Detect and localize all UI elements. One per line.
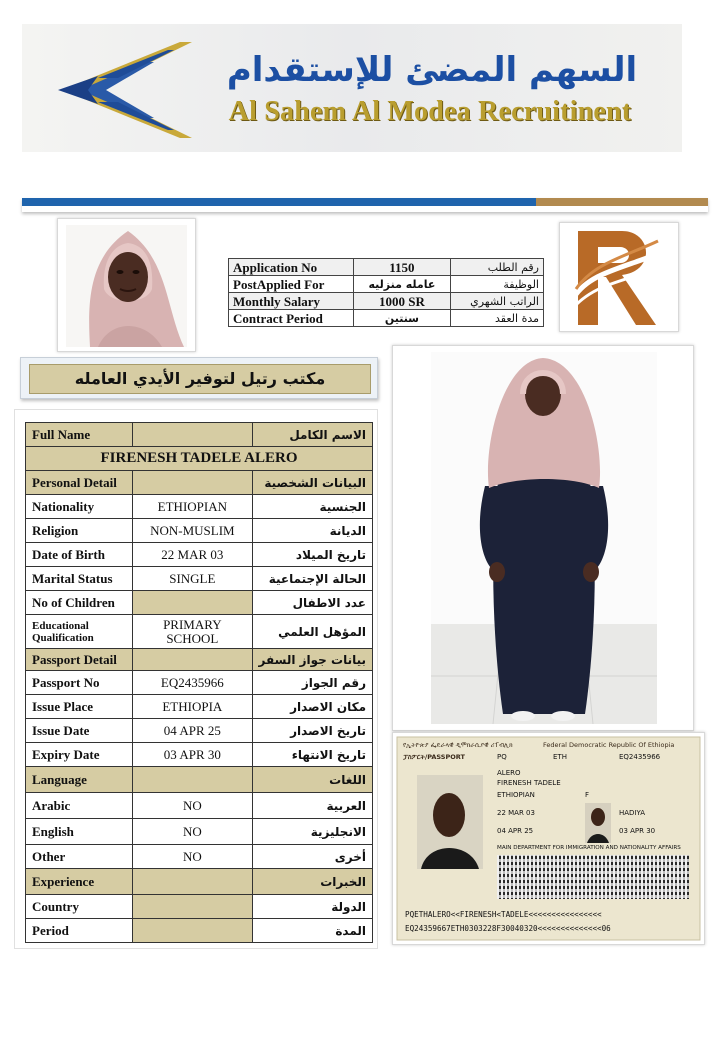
passport-mrz-line-1: PQETHALERO<<FIRENESH<TADELE<<<<<<<<<<<<<<<< xyxy=(405,910,602,919)
office-name: مكتب رتيل لتوفير الأيدي العامله xyxy=(29,364,371,394)
arabic-label-arabic: العربية xyxy=(252,793,372,819)
table-row xyxy=(26,919,373,943)
table-row xyxy=(26,895,373,919)
passport-label: ፓስፖርት/PASSPORT xyxy=(403,753,465,761)
period-label-arabic: المدة xyxy=(252,919,372,943)
table-row xyxy=(26,649,373,671)
passport-detail-header-arabic: بيانات جواز السفر xyxy=(252,649,372,671)
application-info-table xyxy=(228,258,544,327)
application-no-label: Application No xyxy=(229,259,354,276)
contract-period-value: سنتين xyxy=(353,310,451,327)
post-applied-label: PostApplied For xyxy=(229,276,354,293)
passport-no-value: EQ2435966 xyxy=(133,671,252,695)
candidate-detail-table xyxy=(25,422,373,943)
period-label: Period xyxy=(26,919,133,943)
passport-scan-number: EQ2435966 xyxy=(619,753,661,761)
table-row xyxy=(26,591,373,615)
religion-label: Religion xyxy=(26,519,133,543)
nationality-label-arabic: الجنسية xyxy=(252,495,372,519)
religion-value: NON-MUSLIM xyxy=(133,519,252,543)
full-name-value: FIRENESH TADELE ALERO xyxy=(26,447,373,471)
application-no-label-arabic: رقم الطلب xyxy=(451,259,544,276)
education-value: PRIMARY SCHOOL xyxy=(133,615,252,649)
language-header: Language xyxy=(26,767,133,793)
passport-top-amharic: የኢትዮጵያ ፌዴራላዊ ዲሞክራሲያዊ ሪፐብሊክ xyxy=(403,741,513,749)
marital-status-label-arabic: الحالة الإجتماعية xyxy=(252,567,372,591)
header-banner xyxy=(22,24,682,152)
contract-period-label-arabic: مدة العقد xyxy=(451,310,544,327)
expiry-date-label-arabic: تاريخ الانتهاء xyxy=(252,743,372,767)
date-of-birth-value: 22 MAR 03 xyxy=(133,543,252,567)
application-no-value: 1150 xyxy=(353,259,451,276)
monthly-salary-value: 1000 SR xyxy=(353,293,451,310)
passport-given-names: FIRENESH TADELE xyxy=(497,779,561,787)
contract-period-label: Contract Period xyxy=(229,310,354,327)
table-row xyxy=(26,567,373,591)
expiry-date-value: 03 APR 30 xyxy=(133,743,252,767)
full-body-photo-icon xyxy=(393,346,693,730)
experience-header: Experience xyxy=(26,869,133,895)
table-row xyxy=(229,310,544,327)
passport-type: PQ xyxy=(497,753,507,761)
nationality-label: Nationality xyxy=(26,495,133,519)
nationality-value: ETHIOPIAN xyxy=(133,495,252,519)
table-row xyxy=(26,767,373,793)
marital-status-value: SINGLE xyxy=(133,567,252,591)
arabic-label: Arabic xyxy=(26,793,133,819)
portrait-photo xyxy=(57,218,196,352)
english-value: NO xyxy=(133,819,252,845)
personal-detail-header: Personal Detail xyxy=(26,471,133,495)
portrait-photo-icon xyxy=(58,219,195,351)
table-row xyxy=(26,743,373,767)
office-logo xyxy=(559,222,679,332)
passport-no-label-arabic: رقم الجواز xyxy=(252,671,372,695)
passport-authority: MAIN DEPARTMENT FOR IMMIGRATION AND NATIONALITY AFFAIRS xyxy=(497,845,681,851)
period-value xyxy=(133,919,252,943)
r-letter-logo-icon xyxy=(560,223,678,331)
issue-date-label-arabic: تاريخ الاصدار xyxy=(252,719,372,743)
company-name-arabic: السهم المضئ للإستقدام xyxy=(226,50,638,90)
issue-place-label-arabic: مكان الاصدار xyxy=(252,695,372,719)
table-row xyxy=(26,495,373,519)
issue-date-value: 04 APR 25 xyxy=(133,719,252,743)
passport-no-label: Passport No xyxy=(26,671,133,695)
passport-birth-place: HADIYA xyxy=(619,809,646,817)
marital-status-label: Marital Status xyxy=(26,567,133,591)
passport-surname: ALERO xyxy=(497,769,521,777)
table-row xyxy=(26,819,373,845)
monthly-salary-label-arabic: الراتب الشهري xyxy=(451,293,544,310)
religion-label-arabic: الديانة xyxy=(252,519,372,543)
post-applied-value: عامله منزليه xyxy=(353,276,451,293)
country-value xyxy=(133,895,252,919)
passport-country-code: ETH xyxy=(553,753,567,761)
table-row xyxy=(26,615,373,649)
table-row xyxy=(26,423,373,447)
education-label-arabic: المؤهل العلمي xyxy=(252,615,372,649)
english-label: English xyxy=(26,819,133,845)
children-label-arabic: عدد الاطفال xyxy=(252,591,372,615)
table-row xyxy=(229,276,544,293)
table-row xyxy=(26,543,373,567)
expiry-date-label: Expiry Date xyxy=(26,743,133,767)
table-row xyxy=(26,869,373,895)
issue-place-label: Issue Place xyxy=(26,695,133,719)
table-row xyxy=(229,293,544,310)
education-label: Educational Qualification xyxy=(26,615,133,649)
table-row xyxy=(26,471,373,495)
passport-scan xyxy=(392,732,705,945)
english-label-arabic: الانجليزية xyxy=(252,819,372,845)
header-divider-bar xyxy=(22,198,708,212)
passport-mrz-line-2: EQ24359667ETH0303228F30040320<<<<<<<<<<<<<<06 xyxy=(405,924,611,933)
children-value xyxy=(133,591,252,615)
table-row xyxy=(26,695,373,719)
language-header-arabic: اللغات xyxy=(252,767,372,793)
passport-birth-date: 22 MAR 03 xyxy=(497,809,535,817)
children-label: No of Children xyxy=(26,591,133,615)
passport-expiry-date: 03 APR 30 xyxy=(619,827,656,835)
office-name-box xyxy=(20,357,378,399)
monthly-salary-label: Monthly Salary xyxy=(229,293,354,310)
table-row xyxy=(26,671,373,695)
table-row xyxy=(26,793,373,819)
table-row xyxy=(26,845,373,869)
passport-scan-icon xyxy=(393,733,704,944)
other-label-arabic: أخرى xyxy=(252,845,372,869)
date-of-birth-label: Date of Birth xyxy=(26,543,133,567)
issue-place-value: ETHIOPIA xyxy=(133,695,252,719)
full-name-label-arabic: الاسم الكامل xyxy=(252,423,372,447)
table-row xyxy=(26,519,373,543)
table-row xyxy=(229,259,544,276)
other-label: Other xyxy=(26,845,133,869)
arabic-value: NO xyxy=(133,793,252,819)
passport-country-header: Federal Democratic Republic Of Ethiopia xyxy=(543,741,675,749)
experience-header-arabic: الخبرات xyxy=(252,869,372,895)
arrows-logo-icon xyxy=(58,38,198,138)
country-label-arabic: الدولة xyxy=(252,895,372,919)
country-label: Country xyxy=(26,895,133,919)
passport-detail-header: Passport Detail xyxy=(26,649,133,671)
detail-panel xyxy=(14,409,378,949)
passport-sex: F xyxy=(585,791,590,799)
personal-detail-header-arabic: البيانات الشخصية xyxy=(252,471,372,495)
full-body-photo xyxy=(392,345,694,731)
date-of-birth-label-arabic: تاريخ الميلاد xyxy=(252,543,372,567)
passport-nationality: ETHIOPIAN xyxy=(497,791,535,799)
table-row xyxy=(26,719,373,743)
passport-issue-date: 04 APR 25 xyxy=(497,827,534,835)
issue-date-label: Issue Date xyxy=(26,719,133,743)
full-name-label: Full Name xyxy=(26,423,133,447)
other-value: NO xyxy=(133,845,252,869)
table-row xyxy=(26,447,373,471)
post-applied-label-arabic: الوظيفة xyxy=(451,276,544,293)
company-name-english: Al Sahem Al Modea Recruitinent xyxy=(228,96,632,127)
